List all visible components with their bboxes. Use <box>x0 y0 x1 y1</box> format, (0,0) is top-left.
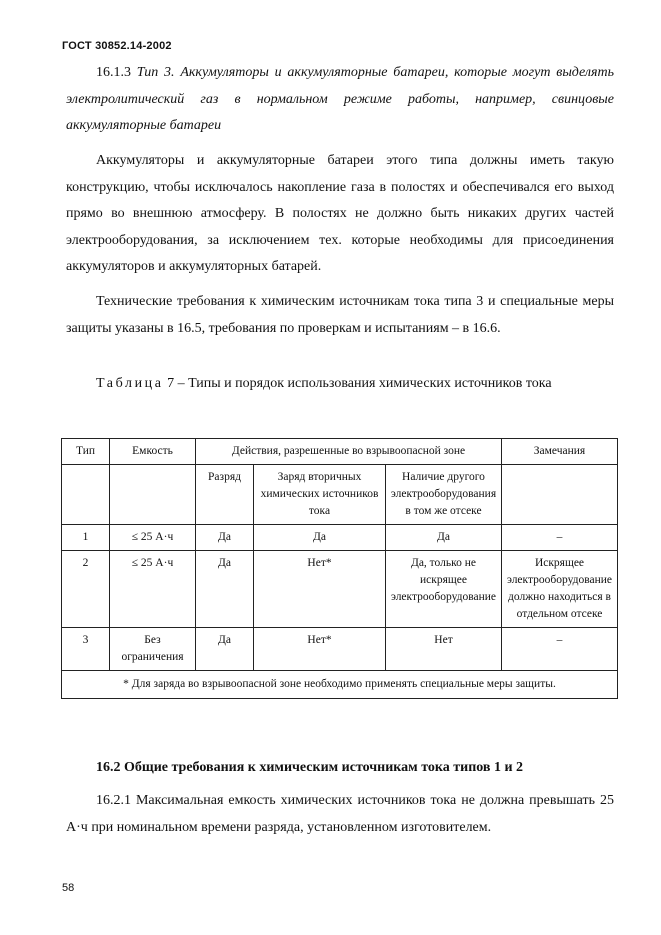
paragraph-technical-requirements: Технические требования к химическим источникам тока типа 3 и специальные меры защиты указаны в 16.5, требования по проверкам и испытаниям – в 16.6. <box>66 294 614 336</box>
clause-16-1-3 <box>66 60 614 140</box>
cell-remarks: Искрящее электрооборудование должно находиться в отдельном отсеке <box>502 551 618 628</box>
table-header-row <box>62 439 618 465</box>
cell-other-equipment: Нет <box>386 628 502 671</box>
header-other-equipment: Наличие другого электрооборудования в том же отсеке <box>386 465 502 525</box>
document-id-header: ГОСТ 30852.14-2002 <box>62 40 172 52</box>
cell-capacity: Без ограничения <box>110 628 196 671</box>
cell-capacity: ≤ 25 А·ч <box>110 525 196 551</box>
paragraph-battery-construction: Аккумуляторы и аккумуляторные батареи этого типа должны иметь такую конструкцию, чтобы исключалось накопление газа в полостях и обеспечивался его выход прямо во внешнюю атмосферу. В полостях не должно быть никаких других частей электрооборудования, за исключением тех. которые необходимы для присоединения аккумуляторов и аккумуляторных батарей. <box>66 153 614 274</box>
subheader-empty-capacity <box>110 465 196 525</box>
header-actions: Действия, разрешенные во взрывоопасной зоне <box>196 439 502 465</box>
cell-other-equipment: Да, только не искрящее электрооборудование <box>386 551 502 628</box>
table-footnote-row <box>62 671 618 699</box>
cell-charge: Нет* <box>254 628 386 671</box>
cell-discharge: Да <box>196 551 254 628</box>
clause-number: 16.1.3 <box>96 65 131 80</box>
cell-remarks: – <box>502 525 618 551</box>
header-remarks: Замечания <box>502 439 618 465</box>
section-heading-16-2: 16.2 Общие требования к химическим источникам тока типов 1 и 2 <box>96 760 524 775</box>
table-row <box>62 551 618 628</box>
cell-remarks: – <box>502 628 618 671</box>
header-charge: Заряд вторичных химических источников тока <box>254 465 386 525</box>
cell-type: 2 <box>62 551 110 628</box>
header-discharge: Разряд <box>196 465 254 525</box>
cell-capacity: ≤ 25 А·ч <box>110 551 196 628</box>
clause-title-italic: Тип 3. Аккумуляторы и аккумуляторные батареи, которые могут выделять электролитический газ в нормальном режиме работы, например, свинцовые аккумуляторные батареи <box>66 65 615 133</box>
header-capacity: Емкость <box>110 439 196 465</box>
table-row <box>62 628 618 671</box>
subheader-empty-remarks <box>502 465 618 525</box>
cell-discharge: Да <box>196 628 254 671</box>
cell-other-equipment: Да <box>386 525 502 551</box>
table-caption-label: Таблица <box>96 376 164 391</box>
table-caption <box>96 376 552 392</box>
subheader-empty-type <box>62 465 110 525</box>
table-subheader-row <box>62 465 618 525</box>
table-footnote: * Для заряда во взрывоопасной зоне необходимо применять специальные меры защиты. <box>62 671 618 699</box>
clause-16-2-1: 16.2.1 Максимальная емкость химических источников тока не должна превышать 25 А·ч при номинальном времени разряда, установленном изготовителем. <box>66 793 614 835</box>
cell-charge: Да <box>254 525 386 551</box>
cell-type: 3 <box>62 628 110 671</box>
header-type: Тип <box>62 439 110 465</box>
page-number: 58 <box>62 882 75 894</box>
cell-charge: Нет* <box>254 551 386 628</box>
battery-types-table <box>61 438 618 699</box>
cell-discharge: Да <box>196 525 254 551</box>
cell-type: 1 <box>62 525 110 551</box>
table-caption-text: 7 – Типы и порядок использования химических источников тока <box>167 376 552 391</box>
table-row <box>62 525 618 551</box>
